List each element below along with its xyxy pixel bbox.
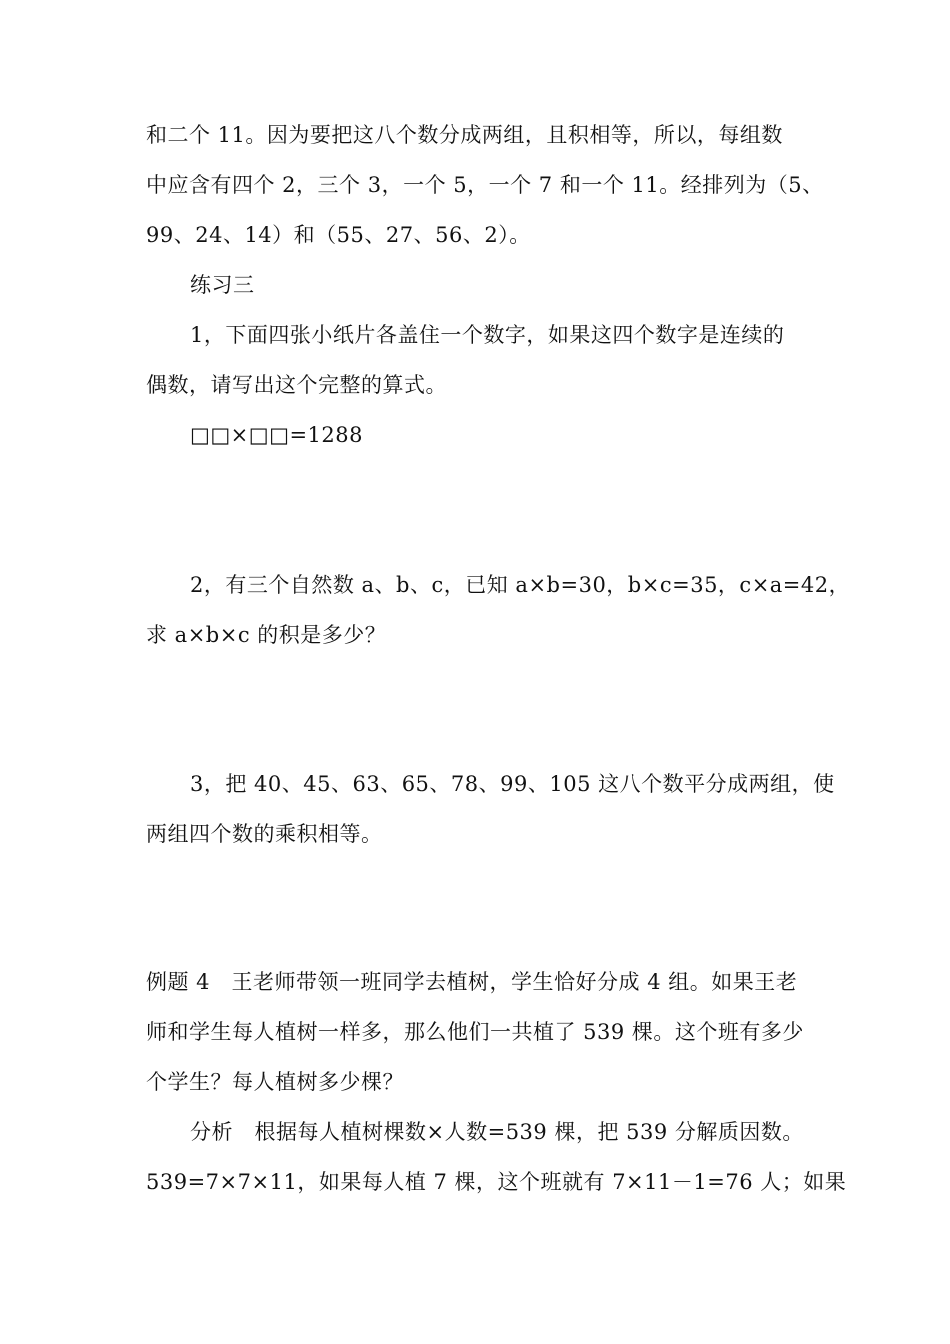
paragraph-line: 中应含有四个 2，三个 3，一个 5，一个 7 和一个 11。经排列为（5、 — [146, 173, 824, 197]
exercise-heading: 练习三 — [190, 273, 255, 297]
problem-2-text: 2，有三个自然数 a、b、c，已知 a×b=30，b×c=35，c×a=42， — [190, 573, 851, 597]
paragraph-line: 99、24、14）和（55、27、56、2）。 — [146, 223, 531, 247]
problem-2-text: 求 a×b×c 的积是多少？ — [146, 623, 387, 647]
problem-1-text: 1，下面四张小纸片各盖住一个数字，如果这四个数字是连续的 — [190, 323, 785, 347]
paragraph-line: 和二个 11。因为要把这八个数分成两组，且积相等，所以，每组数 — [146, 123, 783, 147]
example-4-text: 例题 4 王老师带领一班同学去植树，学生恰好分成 4 组。如果王老 — [146, 970, 798, 994]
example-4-text: 师和学生每人植树一样多，那么他们一共植了 539 棵。这个班有多少 — [146, 1020, 804, 1044]
example-4-text: 个学生？每人植树多少棵？ — [146, 1070, 404, 1094]
problem-1-text: 偶数，请写出这个完整的算式。 — [146, 373, 447, 397]
problem-3-text: 3，把 40、45、63、65、78、99、105 这八个数平分成两组，使 — [190, 772, 835, 796]
analysis-text: 539=7×7×11，如果每人植 7 棵，这个班就有 7×11－1=76 人；如果 — [146, 1170, 847, 1194]
problem-3-text: 两组四个数的乘积相等。 — [146, 822, 383, 846]
analysis-text: 分析 根据每人植树棵数×人数=539 棵，把 539 分解质因数。 — [190, 1120, 804, 1144]
problem-1-equation: □□×□□=1288 — [190, 423, 363, 447]
